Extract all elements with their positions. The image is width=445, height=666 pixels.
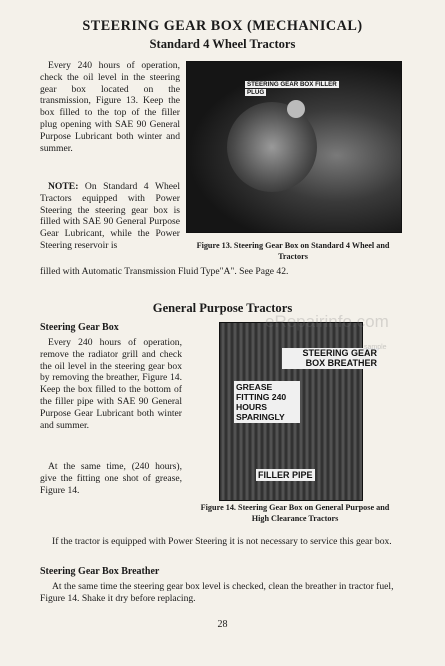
- paragraph-oil-level-general: Every 240 hours of operation, remove the radiator grill and check the oil level in the steering gear box by removing the breather, Figure 14. Keep the box filled to the bottom of the filler pipe with SAE 90 General Purpose Gear Lubricant both winter and summer.: [40, 337, 182, 431]
- subheading-steering-gear-box: Steering Gear Box: [40, 322, 119, 333]
- paragraph-breather: At the same time the steering gear box level is checked, clean the breather in tractor fuel, Figure 14. Shake it dry before replacing.: [40, 581, 394, 604]
- paragraph-note-continued: filled with Automatic Transmission Fluid Type"A". See Page 42.: [40, 266, 289, 277]
- section-heading-standard: Standard 4 Wheel Tractors: [149, 37, 296, 51]
- paragraph-power-steering: If the tractor is equipped with Power Steering it is not necessary to service this gear box.: [52, 536, 392, 547]
- watermark: eRepairinfo.com: [265, 312, 389, 331]
- figure-14-label-grease: GREASE FITTING 240 HOURS SPARINGLY: [234, 381, 300, 423]
- gear-box-shape: [227, 102, 317, 192]
- subheading-breather: Steering Gear Box Breather: [40, 566, 160, 577]
- figure-14-label-filler: FILLER PIPE: [258, 470, 313, 480]
- page-number: 28: [217, 619, 228, 630]
- filler-plug-shape: [287, 100, 305, 118]
- paragraph-oil-level-standard: Every 240 hours of operation, check the oil level in the steering gear box located on the transmission, Figure 13. Keep the box filled to the top of the filler plug opening with SAE 90 General Purpose Lubricant both winter and summer.: [40, 60, 180, 154]
- section-heading-general-purpose: General Purpose Tractors: [152, 301, 293, 315]
- figure-13-caption: Figure 13. Steering Gear Box on Standard 4 Wheel and Tractors: [196, 241, 390, 261]
- figure-14-caption: Figure 14. Steering Gear Box on General Purpose and High Clearance Tractors: [200, 503, 390, 523]
- figure-14-label-breather: STEERING GEAR BOX BREATHER: [282, 348, 379, 369]
- note-label: NOTE:: [48, 181, 79, 192]
- figure-13-photo: [186, 61, 402, 233]
- watermark-sample: sample: [364, 344, 387, 351]
- figure-13-label-plug: PLUG: [247, 89, 265, 96]
- note-text: On Standard 4 Wheel Tractors equipped with Power Steering the steering gear box is filled with SAE 90 General Purpose Gear Lubricant, while the Power Steering reservoir is: [40, 181, 180, 251]
- paragraph-note: [40, 181, 180, 252]
- figure-13-label-filler: STEERING GEAR BOX FILLER: [247, 81, 337, 88]
- page-title: STEERING GEAR BOX (MECHANICAL): [82, 18, 363, 34]
- paragraph-grease: At the same time, (240 hours), give the fitting one shot of grease, Figure 14.: [40, 461, 182, 496]
